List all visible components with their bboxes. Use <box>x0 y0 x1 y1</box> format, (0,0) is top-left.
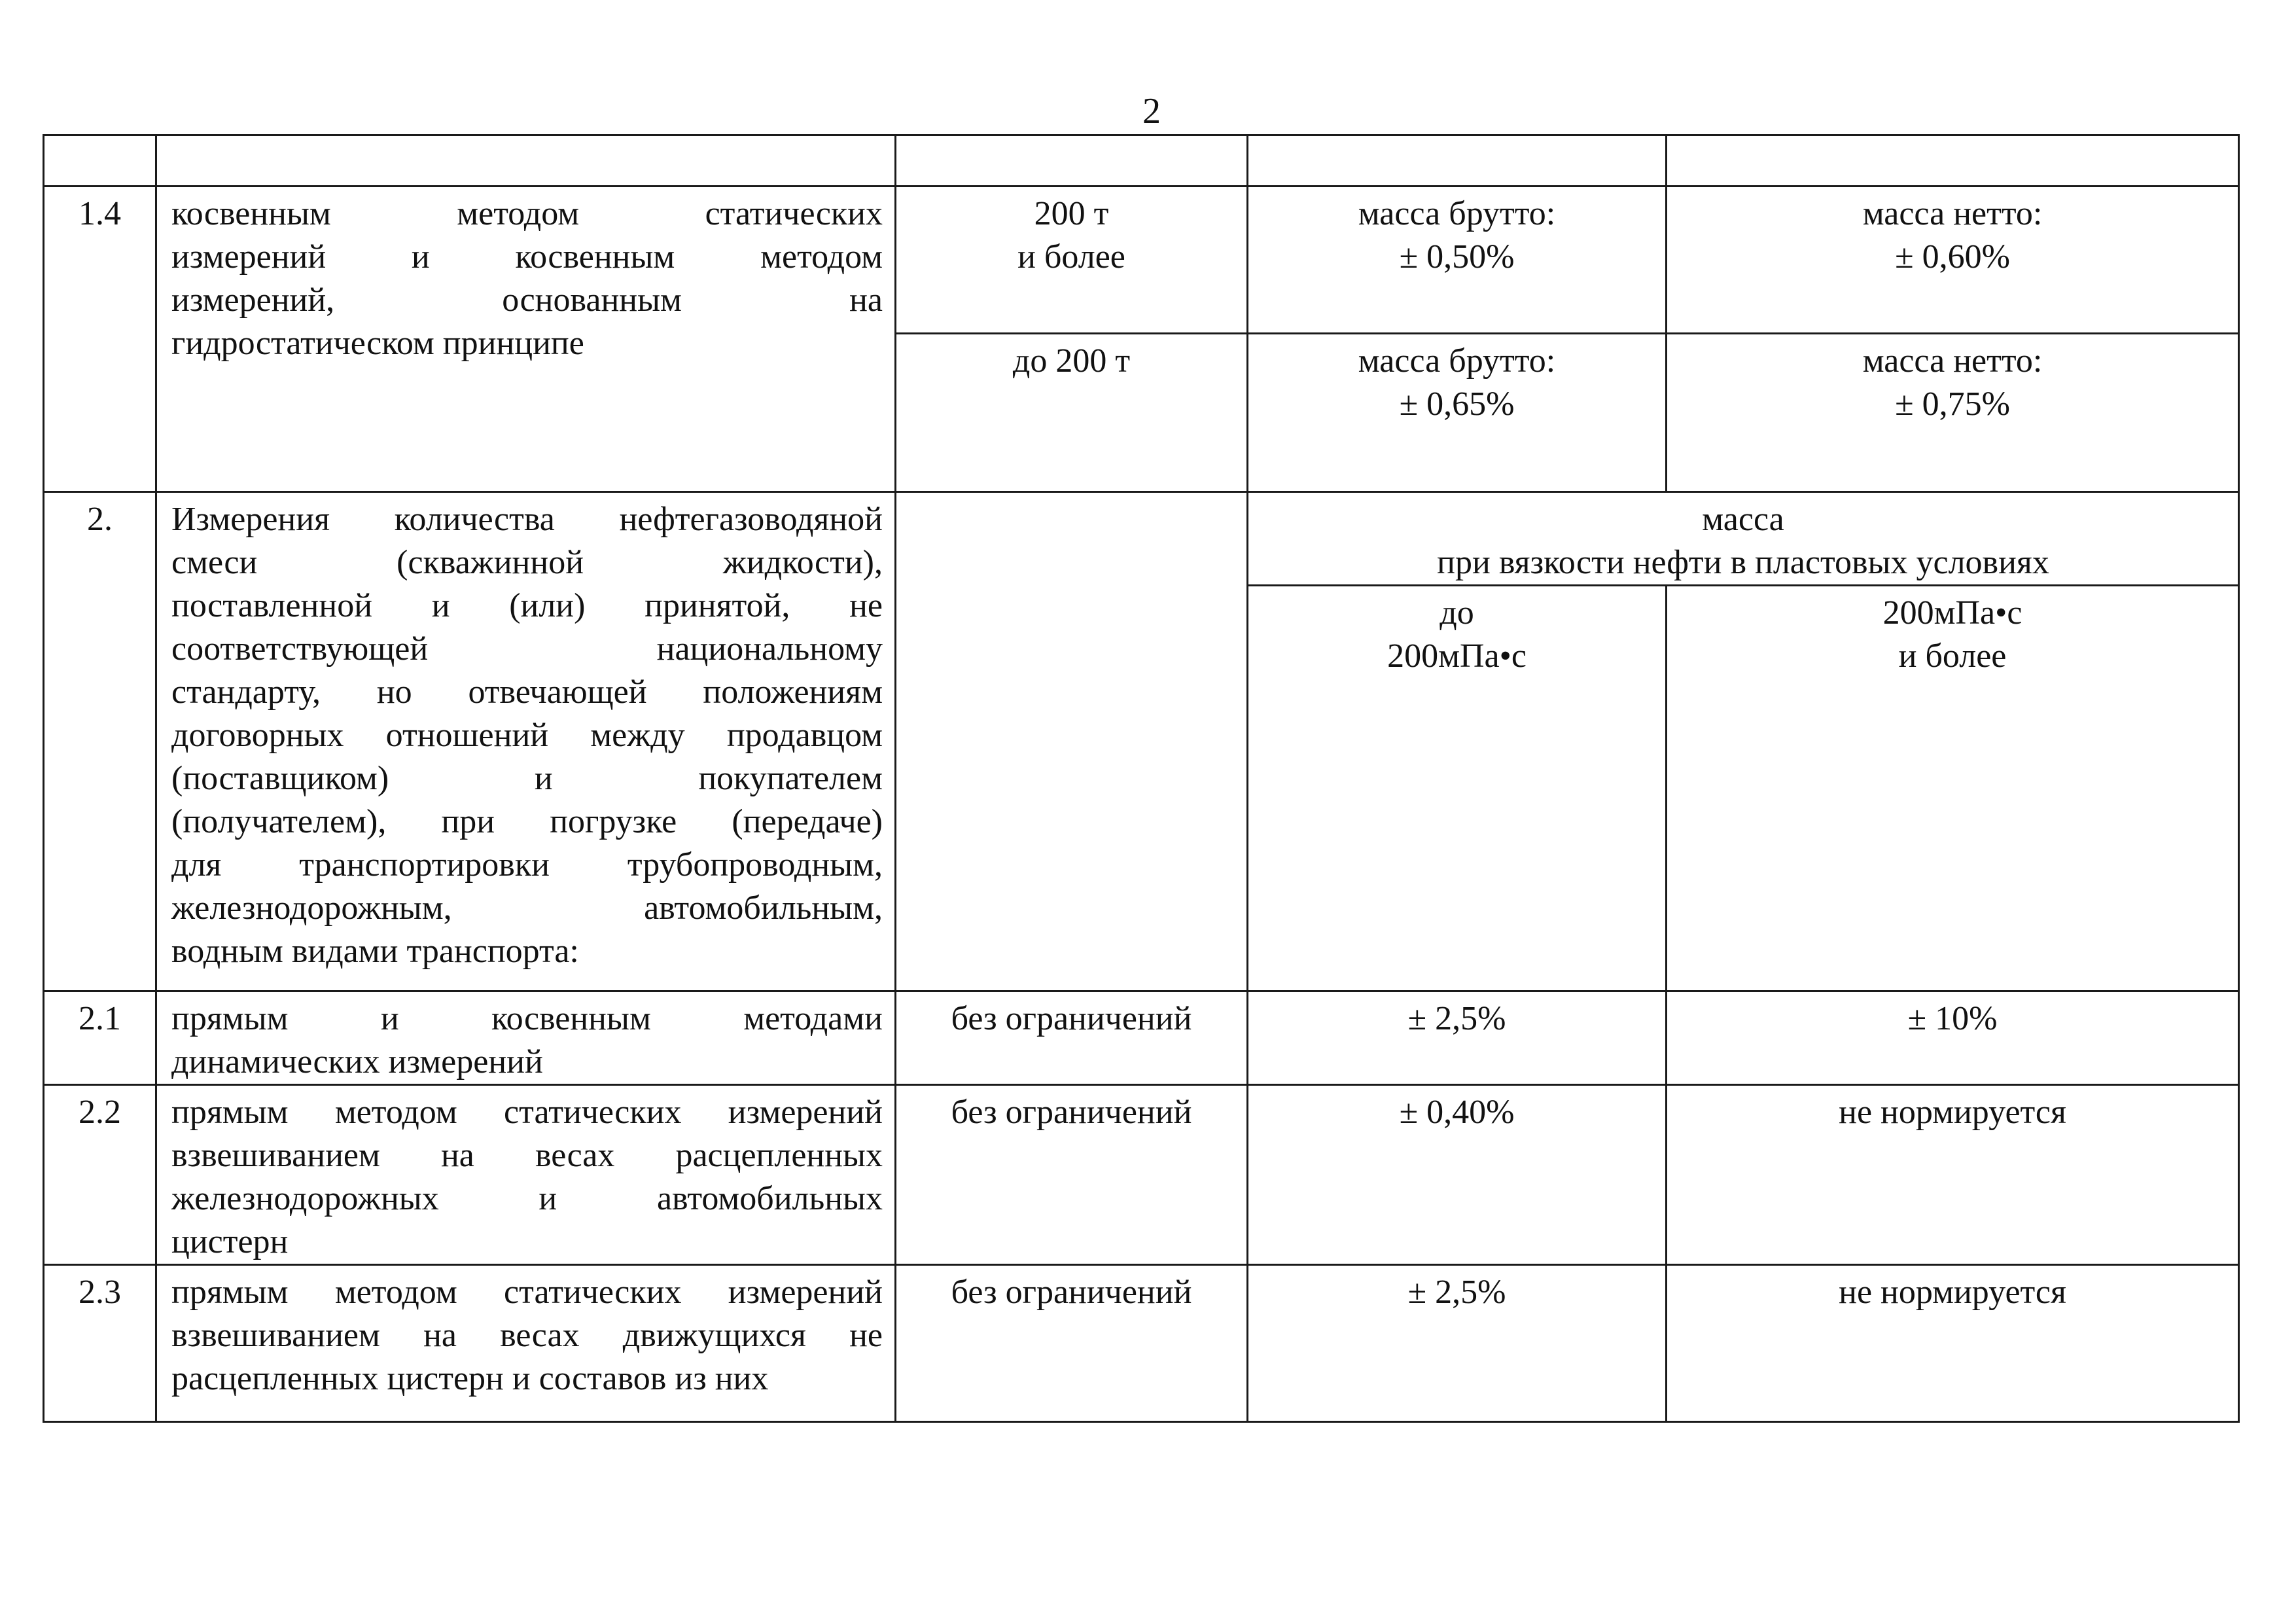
value-a-cell: ± 2,5% <box>1248 1265 1667 1422</box>
mass-range-cell: без ограничений <box>896 1085 1248 1265</box>
mass-range-cell: без ограничений <box>896 991 1248 1085</box>
header-cell <box>1248 135 1667 187</box>
value-a-cell: ± 2,5% <box>1248 991 1667 1085</box>
header-cell <box>1667 135 2239 187</box>
row-number: 1.4 <box>44 187 156 492</box>
value-b-cell: ± 10% <box>1667 991 2239 1085</box>
header-cell <box>44 135 156 187</box>
mass-range-cell: до 200 т <box>896 334 1248 492</box>
viscosity-header-cell: масса при вязкости нефти в пластовых условиях <box>1248 492 2239 586</box>
row-description: прямым и косвенным методами динамических измерений <box>156 991 896 1085</box>
value-a-cell: ± 0,40% <box>1248 1085 1667 1265</box>
mass-range-cell: без ограничений <box>896 1265 1248 1422</box>
brutto-cell: масса брутто: ± 0,50% <box>1248 187 1667 334</box>
header-cell <box>156 135 896 187</box>
table-row <box>44 187 2239 334</box>
row-description: косвенным методом статических измерений и косвенным методом измерений, основанным на гидростатическом принципе <box>156 187 896 492</box>
table-header-row <box>44 135 2239 187</box>
table-row <box>44 1265 2239 1422</box>
row-number: 2. <box>44 492 156 991</box>
table-row <box>44 492 2239 586</box>
netto-cell: масса нетто: ± 0,75% <box>1667 334 2239 492</box>
mass-range-cell: 200 т и более <box>896 187 1248 334</box>
row-description: прямым методом статических измерений взвешиванием на весах расцепленных железнодорожных и автомобильных цистерн <box>156 1085 896 1265</box>
mass-range-cell <box>896 492 1248 991</box>
table-row <box>44 991 2239 1085</box>
table-row <box>44 1085 2239 1265</box>
brutto-cell: масса брутто: ± 0,65% <box>1248 334 1667 492</box>
requirements-table <box>43 134 2240 1423</box>
row-number: 2.1 <box>44 991 156 1085</box>
page-number: 2 <box>1142 91 1161 132</box>
value-b-cell: не нормируется <box>1667 1085 2239 1265</box>
row-description: прямым методом статических измерений взвешиванием на весах движущихся не расцепленных цистерн и составов из них <box>156 1265 896 1422</box>
viscosity-col-a: до 200мПа•с <box>1248 586 1667 991</box>
netto-cell: масса нетто: ± 0,60% <box>1667 187 2239 334</box>
row-description: Измерения количества нефтегазоводяной смеси (скважинной жидкости), поставленной и (или) принятой, не соответствующей национальному стандарту, но отвечающей положениям договорных отношений между продавцом (поставщиком) и покупателем (получателем), при погрузке (передаче) для транспортировки трубопроводным, железнодорожным, автомобильным, водным видами транспорта: <box>156 492 896 991</box>
header-cell <box>896 135 1248 187</box>
row-number: 2.3 <box>44 1265 156 1422</box>
value-b-cell: не нормируется <box>1667 1265 2239 1422</box>
row-number: 2.2 <box>44 1085 156 1265</box>
viscosity-col-b: 200мПа•с и более <box>1667 586 2239 991</box>
